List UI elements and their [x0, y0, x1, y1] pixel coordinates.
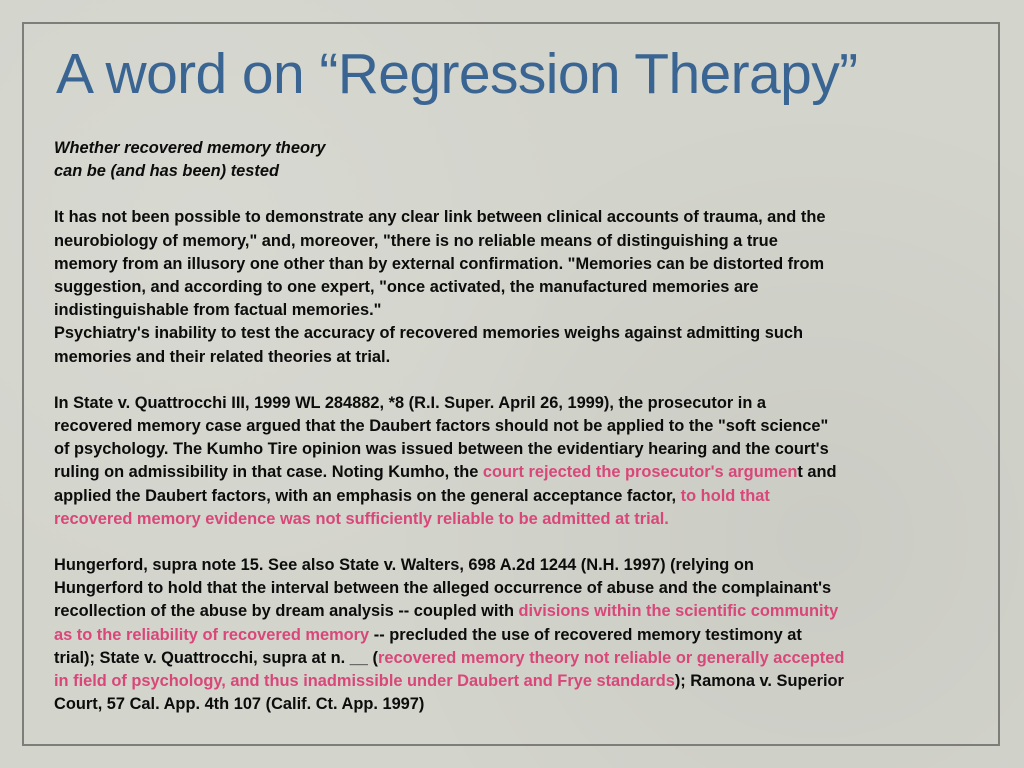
text-line: memory from an illusory one other than by external confirmation. "Memories can be distorted from [54, 254, 825, 273]
text-segment: ); Ramona v. Superior [674, 672, 844, 691]
text-line: Psychiatry's inability to test the accuracy of recovered memories weighs against admitting such [54, 324, 804, 343]
text-line [54, 624, 984, 647]
text-line: It has not been possible to demonstrate any clear link between clinical accounts of trauma, and the [54, 208, 826, 227]
text-segment: t and [797, 463, 837, 482]
section-subtitle [54, 137, 984, 183]
text-line [54, 670, 984, 693]
highlighted-text: to hold that [680, 486, 770, 505]
text-line: suggestion, and according to one expert, "once activated, the manufactured memories are [54, 278, 759, 297]
text-line [54, 647, 984, 670]
text-segment: trial); State v. Quattrocchi, supra at n. __ ( [54, 648, 378, 667]
paragraph-testability [54, 206, 984, 368]
text-line: memories and their related theories at trial. [54, 347, 391, 366]
paragraph-quattrocchi [54, 392, 984, 531]
paragraph-hungerford [54, 554, 984, 716]
text-line: Hungerford, supra note 15. See also State v. Walters, 698 A.2d 1244 (N.H. 1997) (relying on [54, 556, 754, 575]
text-segment: applied the Daubert factors, with an emphasis on the general acceptance factor, [54, 486, 681, 505]
slide-body [54, 137, 984, 739]
highlighted-text: divisions within the scientific community [518, 602, 839, 621]
highlighted-text: recovered memory theory not reliable or generally accepted [377, 648, 845, 667]
highlighted-text: recovered memory evidence was not sufficiently reliable to be admitted at trial. [54, 509, 669, 528]
text-line: neurobiology of memory," and, moreover, "there is no reliable means of distinguishing a true [54, 231, 778, 250]
text-segment: -- precluded the use of recovered memory testimony at [369, 625, 802, 644]
text-line [54, 600, 984, 623]
text-segment: ruling on admissibility in that case. Noting Kumho, the [54, 463, 483, 482]
subtitle-line: Whether recovered memory theory [54, 139, 326, 157]
text-line: In State v. Quattrocchi III, 1999 WL 284882, *8 (R.I. Super. April 26, 1999), the prosecutor in a [54, 393, 767, 412]
text-line: indistinguishable from factual memories." [54, 301, 382, 320]
slide-title: A word on “Regression Therapy” [56, 42, 858, 106]
text-line [54, 485, 984, 508]
text-line: recovered memory case argued that the Daubert factors should not be applied to the "soft science" [54, 417, 829, 436]
highlighted-text: as to the reliability of recovered memory [54, 625, 370, 644]
subtitle-line: can be (and has been) tested [54, 162, 279, 181]
highlighted-text: in field of psychology, and thus inadmissible under Daubert and Frye standards [54, 672, 675, 691]
text-line: Hungerford to hold that the interval between the alleged occurrence of abuse and the complainant's [54, 579, 832, 598]
text-line [54, 461, 984, 484]
text-line: of psychology. The Kumho Tire opinion was issued between the evidentiary hearing and the court's [54, 440, 829, 459]
highlighted-text: court rejected the prosecutor's argumen [482, 463, 798, 482]
text-segment: recollection of the abuse by dream analysis -- coupled with [54, 602, 519, 621]
text-line: Court, 57 Cal. App. 4th 107 (Calif. Ct. App. 1997) [54, 695, 425, 714]
